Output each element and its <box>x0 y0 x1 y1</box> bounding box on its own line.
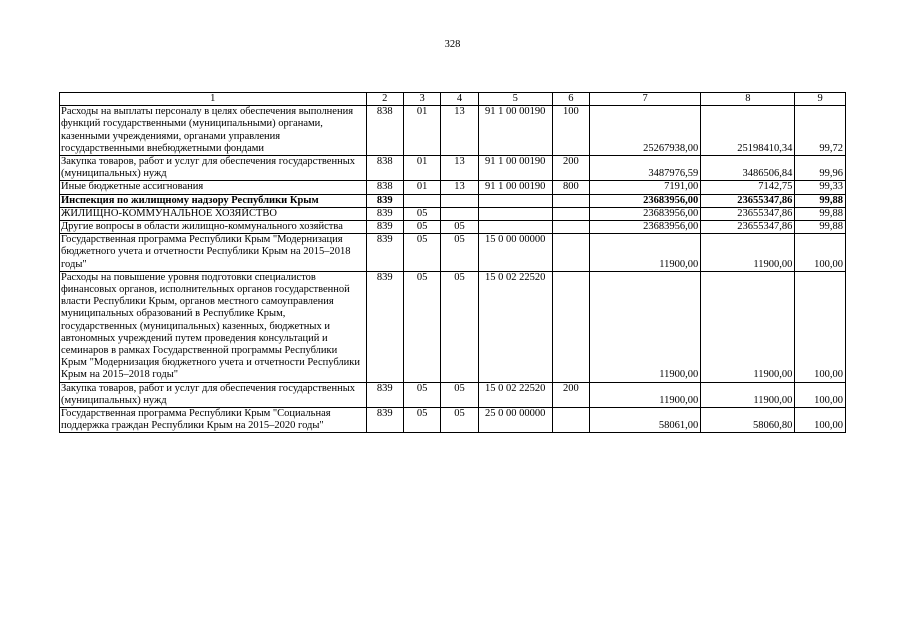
cell-executed-amount: 23655347,86 <box>701 207 795 220</box>
cell-planned-amount: 23683956,00 <box>590 207 701 220</box>
header-row <box>60 93 846 106</box>
cell-subsection <box>441 194 478 207</box>
table-row <box>60 106 846 156</box>
column-header-8: 8 <box>701 93 795 106</box>
table-row <box>60 221 846 234</box>
cell-name: Государственная программа Республики Крым "Социальная поддержка граждан Республики Крым на 2015–2020 годы" <box>60 408 367 433</box>
cell-planned-amount: 3487976,59 <box>590 156 701 181</box>
cell-name: Расходы на выплаты персоналу в целях обеспечения выполнения функций государственными (муниципальными) органами, казенными учреждениями, органами управления государственными внебюджетными фондами <box>60 106 367 156</box>
cell-planned-amount: 58061,00 <box>590 408 701 433</box>
table-row <box>60 382 846 407</box>
cell-planned-amount: 11900,00 <box>590 382 701 407</box>
cell-section: 05 <box>403 234 440 272</box>
cell-planned-amount: 11900,00 <box>590 234 701 272</box>
table-body <box>60 93 846 433</box>
cell-name: ЖИЛИЩНО-КОММУНАЛЬНОЕ ХОЗЯЙСТВО <box>60 207 367 220</box>
cell-name: Расходы на повышение уровня подготовки специалистов финансовых органов, исполнительных органов государственной власти Республики Крым, органов местного самоуправления муниципальных образований в Республике Крым, государственных (муниципальных) казенных, бюджетных и автономных учреждений путем проведения консультаций и семинаров в рамках Государственной программы Республики Крым "Модернизация бюджетного учета и отчетности Республики Крым на 2015–2018 годы" <box>60 271 367 382</box>
cell-execution-percent: 99,33 <box>795 181 846 194</box>
cell-target-article: 25 0 00 00000 <box>478 408 552 433</box>
cell-executed-amount: 23655347,86 <box>701 194 795 207</box>
cell-subsection: 05 <box>441 234 478 272</box>
cell-section: 01 <box>403 156 440 181</box>
cell-planned-amount: 7191,00 <box>590 181 701 194</box>
column-header-9: 9 <box>795 93 846 106</box>
cell-section <box>403 194 440 207</box>
column-header-1: 1 <box>60 93 367 106</box>
cell-expense-type <box>552 234 589 272</box>
cell-execution-percent: 99,88 <box>795 207 846 220</box>
cell-execution-percent: 100,00 <box>795 271 846 382</box>
cell-section: 05 <box>403 382 440 407</box>
cell-section: 05 <box>403 221 440 234</box>
column-header-7: 7 <box>590 93 701 106</box>
cell-expense-type: 200 <box>552 382 589 407</box>
cell-executed-amount: 25198410,34 <box>701 106 795 156</box>
cell-subsection: 13 <box>441 106 478 156</box>
cell-ministry-code: 839 <box>366 207 403 220</box>
cell-target-article <box>478 194 552 207</box>
cell-execution-percent: 100,00 <box>795 382 846 407</box>
cell-executed-amount: 11900,00 <box>701 234 795 272</box>
cell-ministry-code: 839 <box>366 271 403 382</box>
cell-target-article: 15 0 00 00000 <box>478 234 552 272</box>
cell-target-article: 91 1 00 00190 <box>478 106 552 156</box>
cell-planned-amount: 11900,00 <box>590 271 701 382</box>
cell-executed-amount: 58060,80 <box>701 408 795 433</box>
table-row <box>60 271 846 382</box>
table-row <box>60 234 846 272</box>
cell-target-article: 15 0 02 22520 <box>478 382 552 407</box>
cell-subsection: 05 <box>441 382 478 407</box>
cell-name: Инспекция по жилищному надзору Республики Крым <box>60 194 367 207</box>
cell-target-article <box>478 207 552 220</box>
cell-executed-amount: 23655347,86 <box>701 221 795 234</box>
cell-executed-amount: 3486506,84 <box>701 156 795 181</box>
cell-ministry-code: 838 <box>366 181 403 194</box>
cell-executed-amount: 11900,00 <box>701 382 795 407</box>
cell-section: 01 <box>403 106 440 156</box>
cell-ministry-code: 838 <box>366 106 403 156</box>
cell-ministry-code: 839 <box>366 382 403 407</box>
cell-planned-amount: 23683956,00 <box>590 194 701 207</box>
cell-section: 05 <box>403 207 440 220</box>
column-header-4: 4 <box>441 93 478 106</box>
cell-subsection: 05 <box>441 221 478 234</box>
cell-ministry-code: 839 <box>366 221 403 234</box>
table-row <box>60 408 846 433</box>
cell-target-article: 15 0 02 22520 <box>478 271 552 382</box>
cell-execution-percent: 99,88 <box>795 221 846 234</box>
column-header-3: 3 <box>403 93 440 106</box>
cell-subsection: 05 <box>441 271 478 382</box>
cell-target-article: 91 1 00 00190 <box>478 181 552 194</box>
cell-executed-amount: 7142,75 <box>701 181 795 194</box>
cell-expense-type <box>552 221 589 234</box>
cell-ministry-code: 839 <box>366 234 403 272</box>
cell-subsection <box>441 207 478 220</box>
cell-expense-type <box>552 408 589 433</box>
cell-ministry-code: 839 <box>366 194 403 207</box>
cell-target-article: 91 1 00 00190 <box>478 156 552 181</box>
cell-name: Закупка товаров, работ и услуг для обеспечения государственных (муниципальных) нужд <box>60 156 367 181</box>
table-row <box>60 194 846 207</box>
table-row <box>60 156 846 181</box>
cell-expense-type: 200 <box>552 156 589 181</box>
cell-name: Закупка товаров, работ и услуг для обеспечения государственных (муниципальных) нужд <box>60 382 367 407</box>
cell-expense-type: 100 <box>552 106 589 156</box>
cell-name: Государственная программа Республики Крым "Модернизация бюджетного учета и отчетности Республики Крым на 2015–2018 годы" <box>60 234 367 272</box>
cell-section: 05 <box>403 271 440 382</box>
column-header-5: 5 <box>478 93 552 106</box>
budget-table <box>59 92 846 433</box>
column-header-6: 6 <box>552 93 589 106</box>
cell-execution-percent: 99,88 <box>795 194 846 207</box>
cell-execution-percent: 100,00 <box>795 408 846 433</box>
cell-executed-amount: 11900,00 <box>701 271 795 382</box>
cell-expense-type <box>552 271 589 382</box>
cell-name: Иные бюджетные ассигнования <box>60 181 367 194</box>
table-row <box>60 207 846 220</box>
cell-section: 05 <box>403 408 440 433</box>
cell-expense-type <box>552 207 589 220</box>
cell-subsection: 13 <box>441 156 478 181</box>
cell-ministry-code: 839 <box>366 408 403 433</box>
cell-planned-amount: 23683956,00 <box>590 221 701 234</box>
cell-section: 01 <box>403 181 440 194</box>
cell-subsection: 05 <box>441 408 478 433</box>
cell-execution-percent: 100,00 <box>795 234 846 272</box>
page-number: 328 <box>444 39 461 50</box>
cell-name: Другие вопросы в области жилищно-коммунального хозяйства <box>60 221 367 234</box>
cell-target-article <box>478 221 552 234</box>
cell-ministry-code: 838 <box>366 156 403 181</box>
cell-expense-type: 800 <box>552 181 589 194</box>
column-header-2: 2 <box>366 93 403 106</box>
cell-subsection: 13 <box>441 181 478 194</box>
cell-expense-type <box>552 194 589 207</box>
cell-planned-amount: 25267938,00 <box>590 106 701 156</box>
table-row <box>60 181 846 194</box>
cell-execution-percent: 99,72 <box>795 106 846 156</box>
cell-execution-percent: 99,96 <box>795 156 846 181</box>
